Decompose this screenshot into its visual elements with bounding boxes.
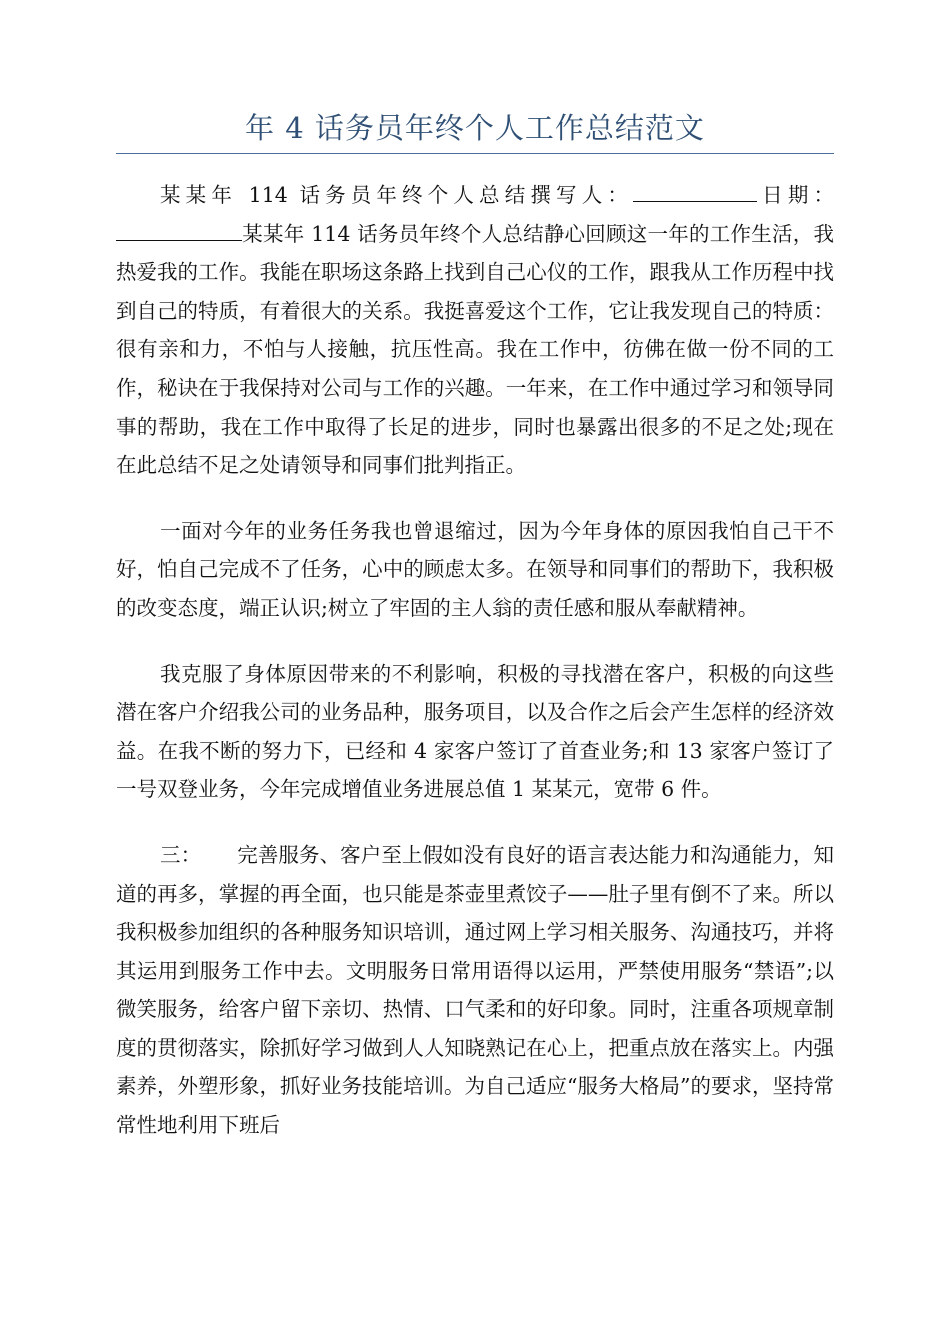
paragraph-4 [116,836,834,1145]
title-underline [116,153,834,154]
paragraph-1-text: 某某年 114 话务员年终个人总结静心回顾这一年的工作生活，我热爱我的工作。我能在职场这条路上找到自己心仪的工作，跟我从工作历程中找到自己的特质，有着很大的关系。我挺喜爱这个工作，它让我发现自己的特质：很有亲和力，不怕与人接触，抗压性高。我在工作中，彷佛在做一份不同的工作，秘诀在于我保持对公司与工作的兴趣。一年来，在工作中通过学习和领导同事的帮助，我在工作中取得了长足的进步，同时也暴露出很多的不足之处;现在在此总结不足之处请领导和同事们批判指正。 [116,221,834,478]
paragraph-4-text: 完善服务、客户至上假如没有良好的语言表达能力和沟通能力，知道的再多，掌握的再全面，也只能是茶壶里煮饺子——肚子里有倒不了来。所以我积极参加组织的各种服务知识培训，通过网上学习相关服务、沟通技巧，并将其运用到服务工作中去。文明服务日常用语得以运用，严禁使用服务“禁语”;以微笑服务，给客户留下亲切、热情、口气柔和的好印象。同时，注重各项规章制度的贯彻落实，除抓好学习做到人人知晓熟记在心上，把重点放在落实上。内强素养，外塑形象，抓好业务技能培训。为自己适应“服务大格局”的要求，坚持常常性地利用下班后 [116,842,835,1138]
author-blank-field [633,181,757,202]
paragraph-2: 一面对今年的业务任务我也曾退缩过，因为今年身体的原因我怕自己干不好，怕自己完成不了任务，心中的顾虑太多。在领导和同事们的帮助下，我积极的改变态度，端正认识;树立了牢固的主人翁的责任感和服从奉献精神。 [116,518,834,620]
document-body [116,176,834,1145]
author-line-label: 某某年 114 话务员年终个人总结撰写人： [160,183,634,207]
document-title: 年 4 话务员年终个人工作总结范文 [245,111,705,145]
paragraph-3: 我克服了身体原因带来的不利影响，积极的寻找潜在客户，积极的向这些潜在客户介绍我公司的业务品种，服务项目，以及合作之后会产生怎样的经济效益。在我不断的努力下，已经和 4 家客户签订了首查业务;和 13 家客户签订了一号双登业务，今年完成增值业务进展总值 1 某某元，宽带 6 件。 [116,661,834,802]
date-label: 日期： [757,183,834,207]
section-number: 三： [160,842,202,867]
paragraph-1 [116,176,834,485]
date-blank-field [116,220,242,241]
